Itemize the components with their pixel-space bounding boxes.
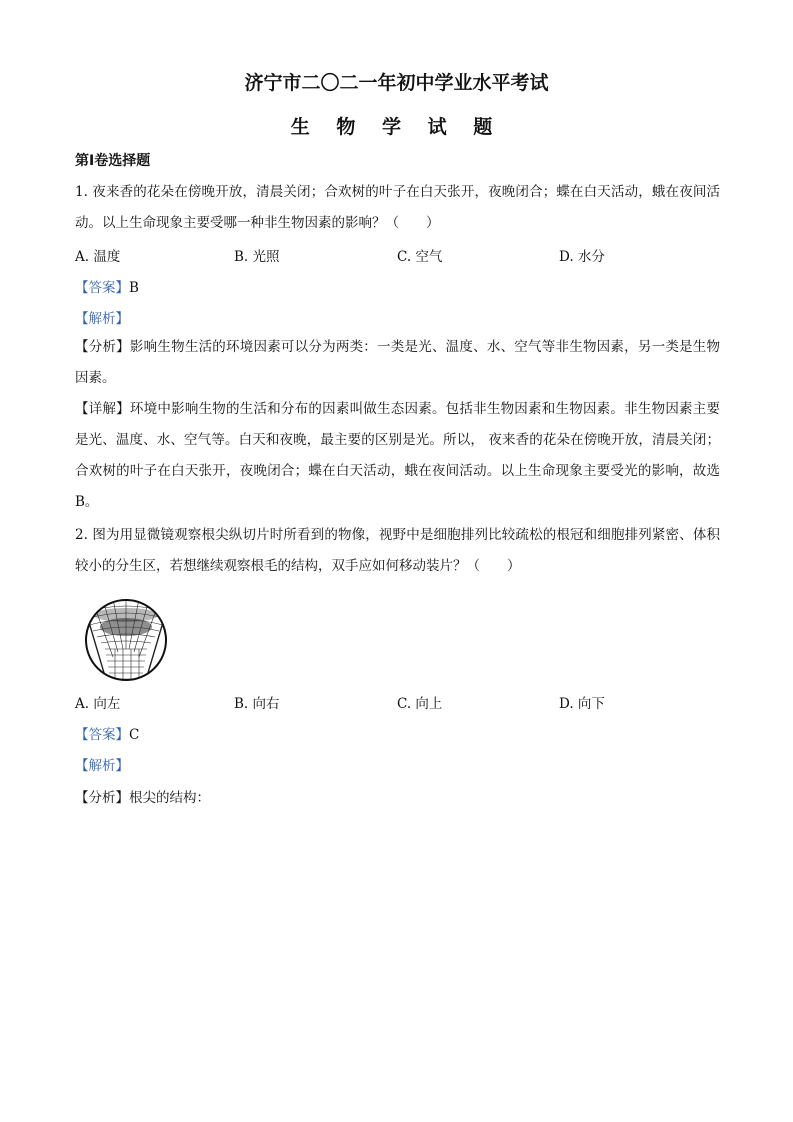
q1-option-a: A. 温度: [75, 249, 121, 265]
q2-option-d: D. 向下: [559, 696, 605, 712]
analysis-tag: 【解析】: [75, 311, 129, 327]
root-tip-micrograph: [73, 597, 179, 683]
q1-detail: [75, 394, 720, 518]
exam-title: 济宁市二〇二一年初中学业水平考试: [244, 72, 549, 94]
q2-options: [75, 692, 725, 716]
q1-analysis: [75, 307, 129, 327]
q1-option-b: B. 光照: [234, 249, 280, 265]
detail-text: 环境中影响生物的生活和分布的因素叫做生态因素。包括非生物因素和生物因素。非生物因素主要是光、温度、水、空气等。白天和夜晚，最主要的区别是光。所以， 夜来香的花朵在傍晚开放，清晨关闭；合欢树的叶子在白天张开，夜晚闭合；蝶在白天活动，蛾在夜间活动。以上生命现象主要受光的影响，故选B。: [75, 401, 721, 510]
q1-option-c: C. 空气: [397, 249, 443, 265]
answer-value: C: [129, 727, 140, 743]
fenxi-text: 根尖的结构：: [129, 790, 210, 806]
answer-tag: 【答案】: [75, 280, 129, 296]
fenxi-tag: 【分析】: [75, 790, 129, 806]
q1-answer: [75, 276, 139, 296]
exam-subtitle: 生 物 学 试 题: [290, 116, 503, 138]
q2-fenxi: [75, 786, 210, 806]
answer-tag: 【答案】: [75, 727, 129, 743]
q1-option-d: D. 水分: [559, 249, 605, 265]
q1-stem: 1. 夜来香的花朵在傍晚开放，清晨关闭；合欢树的叶子在白天张开，夜晚闭合；蝶在白天活动，蛾在夜间活动。以上生命现象主要受哪一种非生物因素的影响？（ ）: [75, 184, 720, 231]
fenxi-text: 影响生物生活的环境因素可以分为两类：一类是光、温度、水、空气等非生物因素，另一类是生物因素。: [75, 339, 721, 386]
analysis-tag: 【解析】: [75, 758, 129, 774]
q1-options: [75, 245, 725, 269]
q2-stem: 2. 图为用显微镜观察根尖纵切片时所看到的物像，视野中是细胞排列比较疏松的根冠和细胞排列紧密、体积较小的分生区，若想继续观察根毛的结构，双手应如何移动装片？（ ）: [75, 527, 720, 574]
fenxi-tag: 【分析】: [75, 339, 130, 355]
q2-option-b: B. 向右: [234, 696, 280, 712]
section-title: 第Ⅰ卷选择题: [75, 153, 151, 169]
answer-value: B: [129, 280, 139, 296]
q2-answer: [75, 723, 139, 743]
q2-analysis: [75, 754, 129, 774]
q2-option-a: A. 向左: [75, 696, 121, 712]
q1-fenxi: [75, 332, 720, 394]
detail-tag: 【详解】: [75, 401, 130, 417]
q2-option-c: C. 向上: [397, 696, 443, 712]
